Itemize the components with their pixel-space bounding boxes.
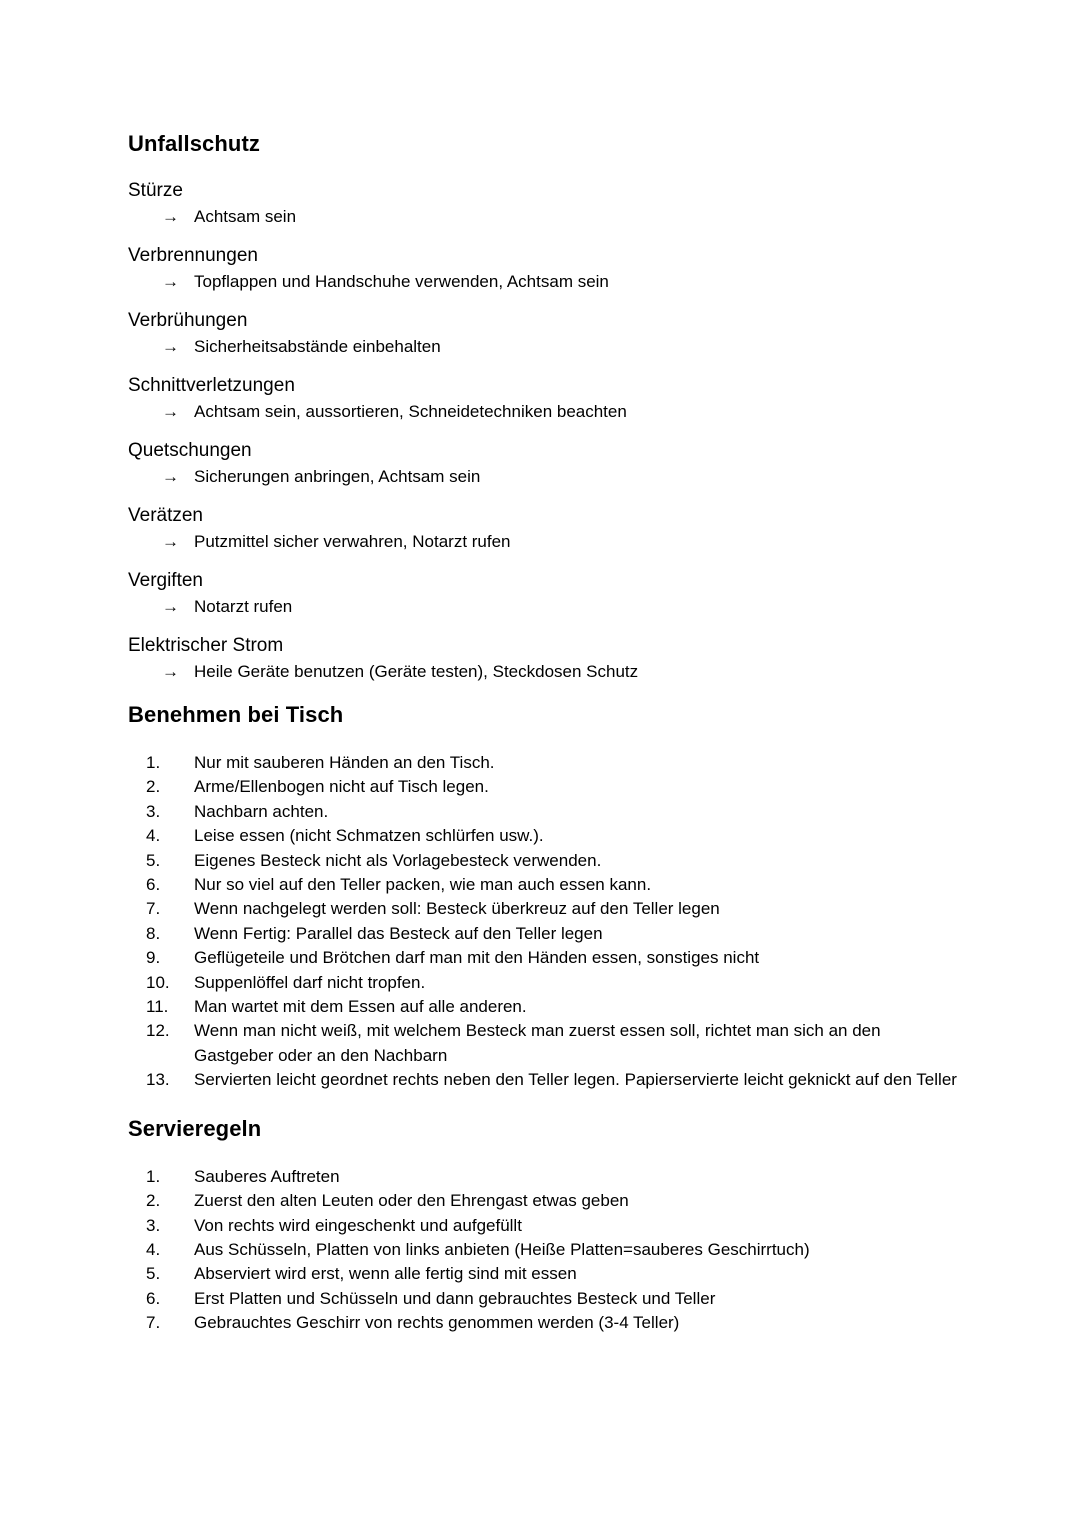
list-item-number: 4. bbox=[146, 1239, 161, 1259]
arrow-right-icon: → bbox=[162, 597, 179, 616]
list-item-number: 4. bbox=[146, 826, 161, 846]
list-item bbox=[128, 1311, 958, 1335]
heading-servieregeln: Servieregeln bbox=[128, 1115, 262, 1141]
topic-action-text: Sicherheitsabstände einbehalten bbox=[194, 337, 441, 356]
list-item bbox=[128, 873, 958, 897]
unfallschutz-topic-list bbox=[128, 178, 958, 685]
list-item-number: 5. bbox=[146, 1264, 161, 1284]
topic-action bbox=[128, 204, 958, 230]
list-item-number: 13. bbox=[146, 1070, 170, 1090]
topic-action bbox=[128, 399, 958, 425]
list-item-number: 7. bbox=[146, 1313, 161, 1333]
list-item-text: Abserviert wird erst, wenn alle fertig sind mit essen bbox=[194, 1264, 577, 1284]
topic-name: Stürze bbox=[128, 180, 183, 201]
topic-item bbox=[128, 308, 958, 360]
benehmen-rule-list bbox=[128, 751, 958, 1093]
topic-action-text: Heile Geräte benutzen (Geräte testen), Steckdosen Schutz bbox=[194, 662, 639, 681]
list-item-text: Suppenlöffel darf nicht tropfen. bbox=[194, 972, 426, 992]
topic-action bbox=[128, 659, 958, 685]
list-item-number: 10. bbox=[146, 972, 170, 992]
list-item-number: 2. bbox=[146, 777, 161, 797]
arrow-right-icon: → bbox=[162, 207, 179, 226]
list-item bbox=[128, 1214, 958, 1238]
list-item bbox=[128, 1262, 958, 1286]
list-item-text: Arme/Ellenbogen nicht auf Tisch legen. bbox=[194, 777, 489, 797]
topic-item bbox=[128, 633, 958, 685]
list-item-text: Von rechts wird eingeschenkt und aufgefüllt bbox=[194, 1215, 522, 1235]
list-item-number: 1. bbox=[146, 753, 161, 772]
arrow-right-icon: → bbox=[162, 532, 179, 551]
list-item-text: Man wartet mit dem Essen auf alle anderen. bbox=[194, 997, 527, 1017]
topic-item bbox=[128, 178, 958, 230]
list-item bbox=[128, 922, 958, 946]
list-item-text: Geflügeteile und Brötchen darf man mit den Händen essen, sonstiges nicht bbox=[194, 948, 760, 968]
topic-item bbox=[128, 243, 958, 295]
topic-action-text: Sicherungen anbringen, Achtsam sein bbox=[194, 467, 481, 486]
list-item-number: 1. bbox=[146, 1166, 161, 1186]
heading-benehmen-bei-tisch: Benehmen bei Tisch bbox=[128, 702, 344, 727]
list-item-text: Nur so viel auf den Teller packen, wie man auch essen kann. bbox=[194, 875, 652, 895]
topic-action-text: Achtsam sein bbox=[194, 207, 297, 226]
list-item bbox=[128, 824, 958, 848]
arrow-right-icon: → bbox=[162, 662, 179, 681]
topic-action bbox=[128, 269, 958, 295]
list-item-number: 11. bbox=[146, 997, 169, 1017]
topic-item bbox=[128, 568, 958, 620]
topic-action bbox=[128, 594, 958, 620]
list-item-text: Aus Schüsseln, Platten von links anbieten (Heiße Platten=sauberes Geschirrtuch) bbox=[194, 1239, 810, 1259]
arrow-right-icon: → bbox=[162, 272, 179, 291]
list-item-text: Servierten leicht geordnet rechts neben den Teller legen. Papierservierte leicht geknickt auf den Teller bbox=[194, 1070, 957, 1090]
list-item-text: Leise essen (nicht Schmatzen schlürfen usw.). bbox=[194, 826, 544, 846]
list-item-number: 9. bbox=[146, 948, 161, 968]
topic-item bbox=[128, 503, 958, 555]
topic-name: Schnittverletzungen bbox=[128, 375, 295, 396]
list-item-text: Wenn man nicht weiß, mit welchem Besteck man zuerst essen soll, richtet man sich an den Gastgeber oder an den Nachbarn bbox=[194, 1021, 881, 1065]
list-item-number: 3. bbox=[146, 1215, 161, 1235]
topic-name: Vergiften bbox=[128, 570, 203, 591]
list-item bbox=[128, 1238, 958, 1262]
topic-name: Verätzen bbox=[128, 505, 203, 526]
list-item bbox=[128, 849, 958, 873]
list-item-text: Wenn Fertig: Parallel das Besteck auf den Teller legen bbox=[194, 923, 603, 943]
list-item-text: Wenn nachgelegt werden soll: Besteck überkreuz auf den Teller legen bbox=[194, 899, 720, 919]
list-item-text: Nur mit sauberen Händen an den Tisch. bbox=[194, 753, 495, 772]
list-item bbox=[128, 946, 958, 970]
servieregeln-rule-list bbox=[128, 1165, 958, 1336]
list-item-number: 6. bbox=[146, 875, 161, 895]
list-item bbox=[128, 775, 958, 799]
arrow-right-icon: → bbox=[162, 337, 179, 356]
list-item-number: 5. bbox=[146, 850, 161, 870]
topic-name: Quetschungen bbox=[128, 440, 252, 461]
topic-action-text: Putzmittel sicher verwahren, Notarzt rufen bbox=[194, 532, 511, 551]
topic-action-text: Topflappen und Handschuhe verwenden, Achtsam sein bbox=[194, 272, 609, 291]
list-item-text: Erst Platten und Schüsseln und dann gebrauchtes Besteck und Teller bbox=[194, 1288, 716, 1308]
list-item-text: Gebrauchtes Geschirr von rechts genommen werden (3-4 Teller) bbox=[194, 1313, 680, 1333]
arrow-right-icon: → bbox=[162, 467, 179, 486]
list-item bbox=[128, 971, 958, 995]
list-item bbox=[128, 995, 958, 1019]
list-item-text: Zuerst den alten Leuten oder den Ehrengast etwas geben bbox=[194, 1191, 629, 1211]
list-item-number: 7. bbox=[146, 899, 161, 919]
list-item-number: 2. bbox=[146, 1191, 161, 1211]
list-item bbox=[128, 1019, 958, 1068]
topic-item bbox=[128, 438, 958, 490]
topic-action bbox=[128, 529, 958, 555]
list-item-text: Sauberes Auftreten bbox=[194, 1166, 340, 1186]
list-item bbox=[128, 1287, 958, 1311]
heading-unfallschutz: Unfallschutz bbox=[128, 131, 260, 156]
list-item-number: 6. bbox=[146, 1288, 161, 1308]
list-item-number: 3. bbox=[146, 801, 161, 821]
topic-action bbox=[128, 334, 958, 360]
topic-name: Elektrischer Strom bbox=[128, 635, 284, 656]
topic-action-text: Achtsam sein, aussortieren, Schneidetechniken beachten bbox=[194, 402, 627, 421]
topic-name: Verbrennungen bbox=[128, 245, 258, 266]
list-item-text: Eigenes Besteck nicht als Vorlagebesteck verwenden. bbox=[194, 850, 602, 870]
topic-action bbox=[128, 464, 958, 490]
list-item bbox=[128, 1189, 958, 1213]
list-item bbox=[128, 1165, 958, 1189]
list-item-number: 8. bbox=[146, 923, 161, 943]
list-item bbox=[128, 897, 958, 921]
document-page bbox=[128, 128, 958, 1336]
list-item bbox=[128, 1068, 958, 1092]
list-item bbox=[128, 800, 958, 824]
arrow-right-icon: → bbox=[162, 402, 179, 421]
topic-item bbox=[128, 373, 958, 425]
list-item bbox=[128, 751, 958, 775]
topic-name: Verbrühungen bbox=[128, 310, 248, 331]
list-item-text: Nachbarn achten. bbox=[194, 801, 329, 821]
list-item-number: 12. bbox=[146, 1021, 170, 1041]
topic-action-text: Notarzt rufen bbox=[194, 597, 293, 616]
